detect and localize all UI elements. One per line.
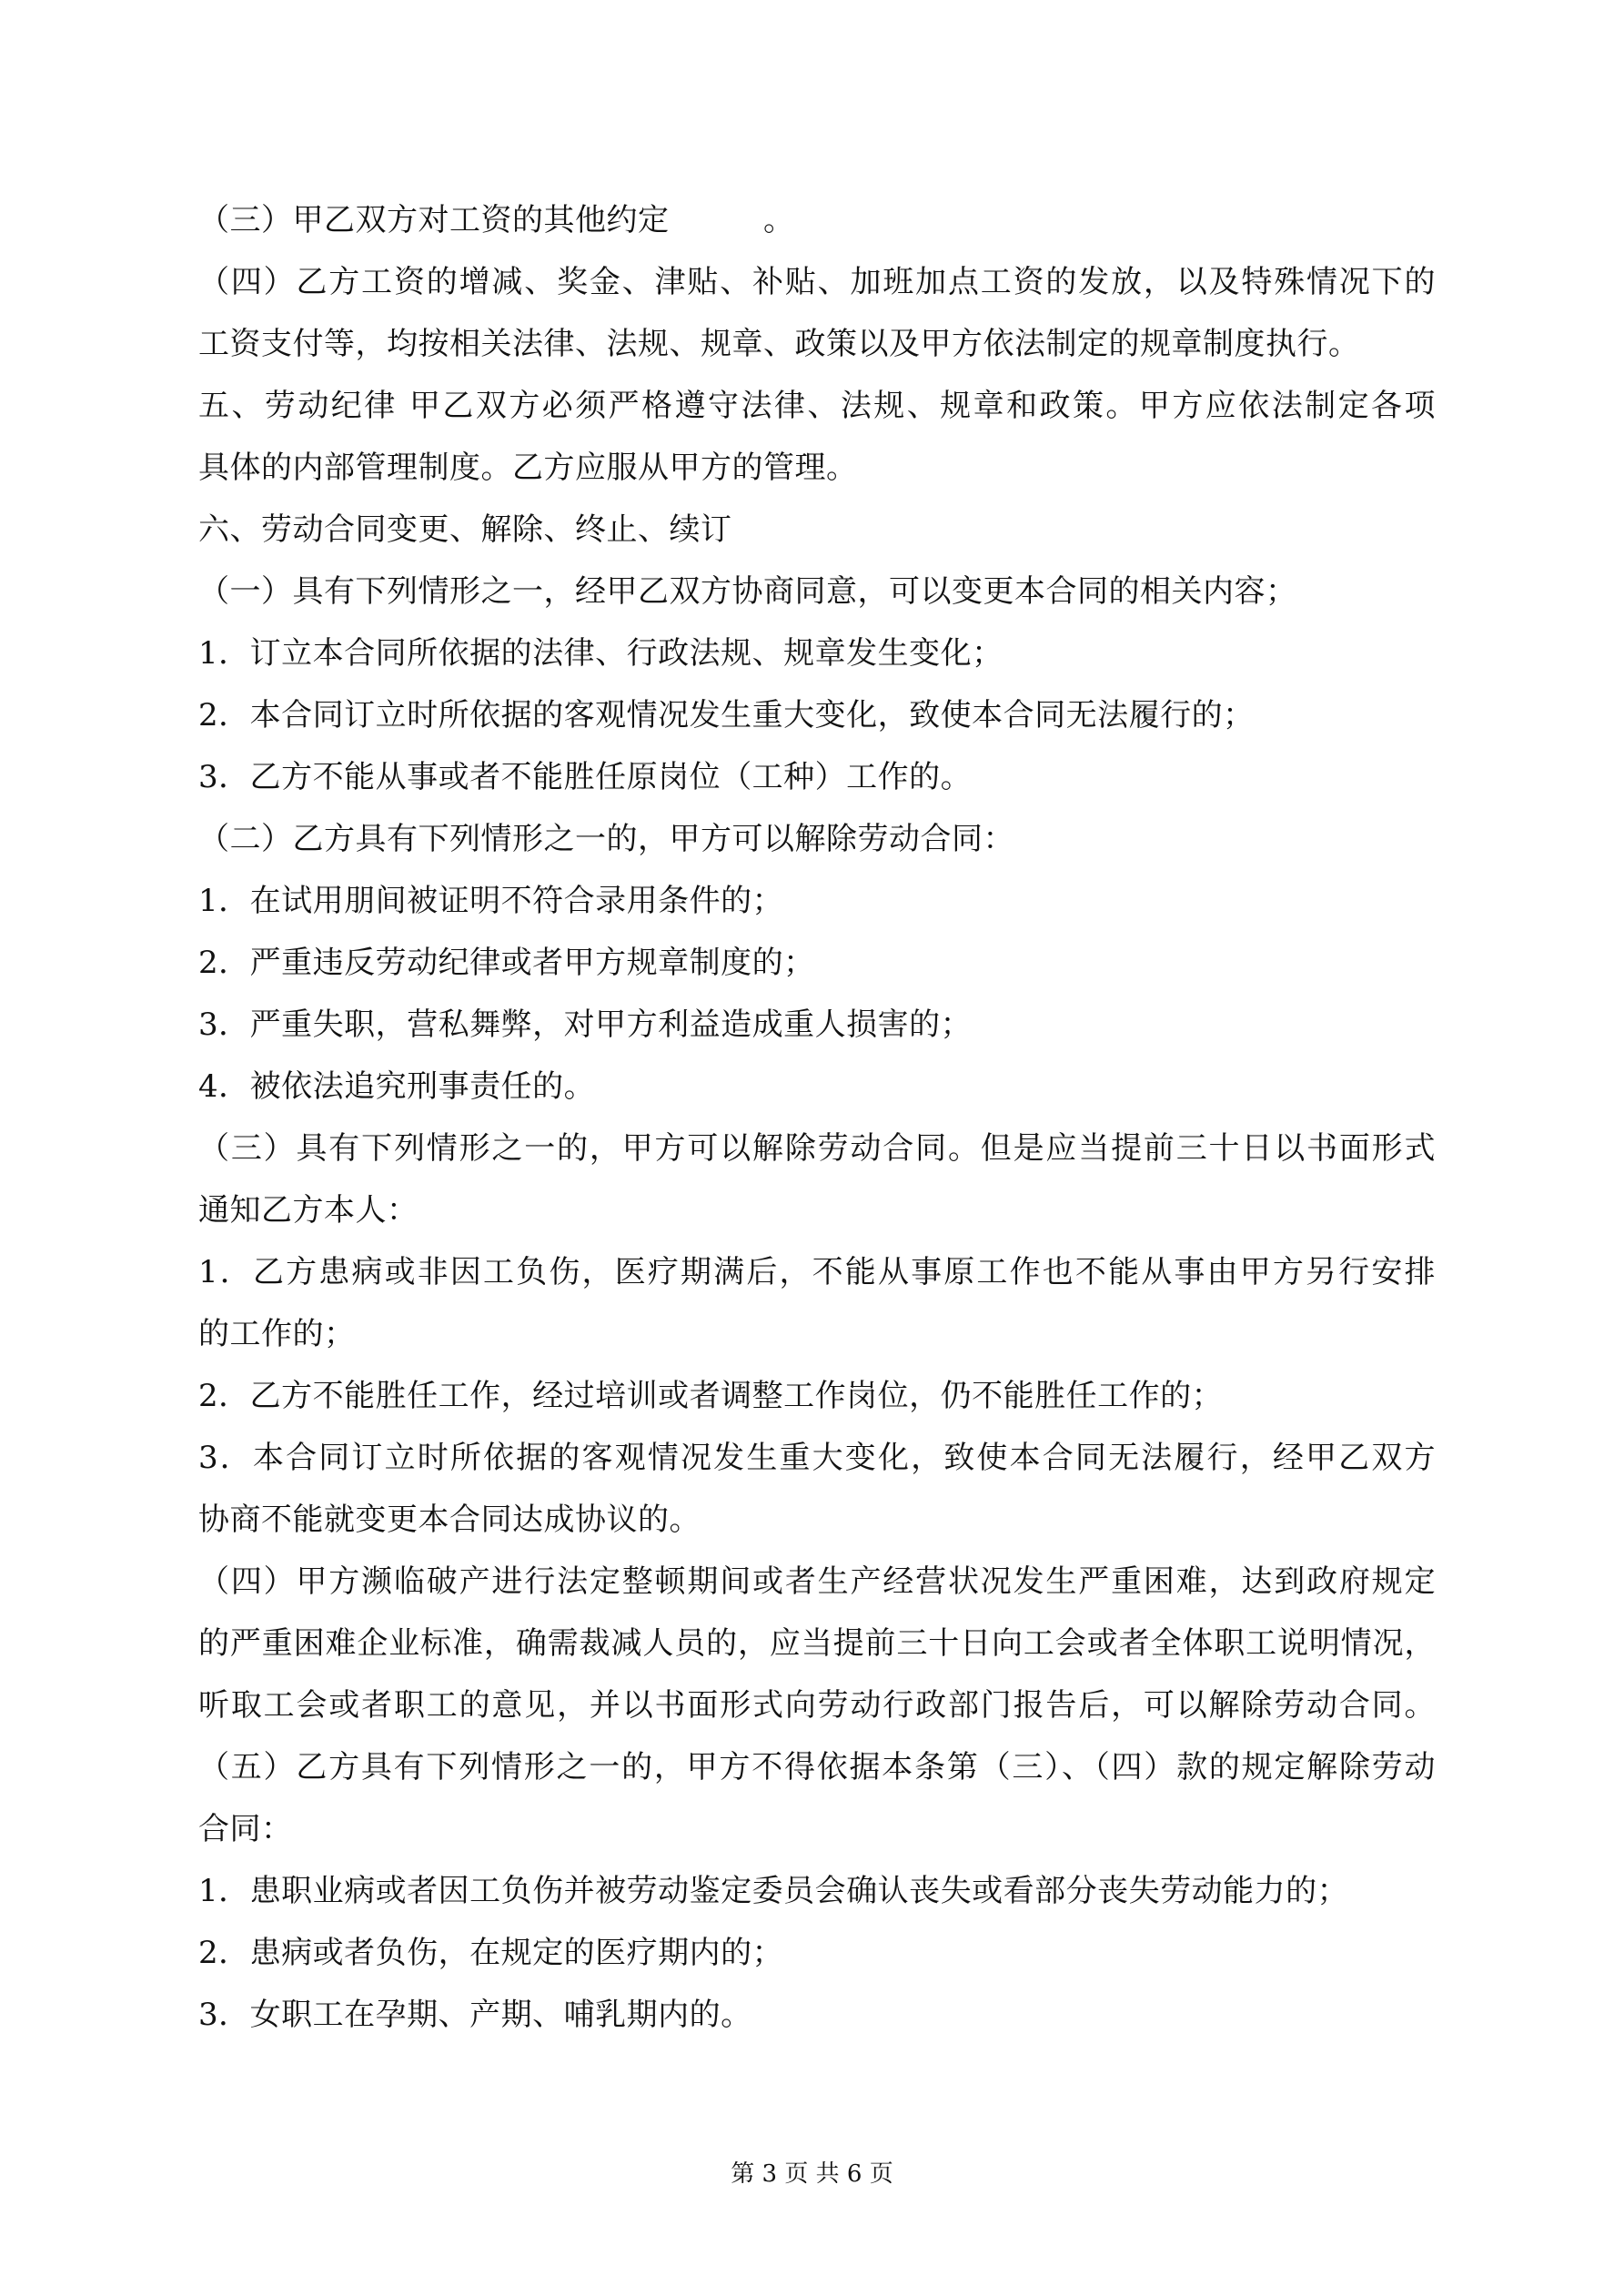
text-line: 3．严重失职，营私舞弊，对甲方利益造成重人损害的； [198, 1006, 973, 1043]
text-line: （三）具有下列情形之一的，甲方可以解除劳动合同。但是应当提前三十日以书面形式 [198, 1130, 1436, 1167]
text-line: （一）具有下列情形之一，经甲乙双方协商同意，可以变更本合同的相关内容； [198, 573, 1297, 610]
text-line: （三）甲乙双方对工资的其他约定 。 [198, 202, 795, 238]
text-line: 2．患病或者负伤，在规定的医疗期内的； [198, 1935, 784, 1971]
text-line: 1．订立本合同所依据的法律、行政法规、规章发生变化； [198, 635, 1004, 672]
text-line: 4．被依法追究刑事责任的。 [198, 1068, 596, 1105]
text-line: 2．本合同订立时所依据的客观情况发生重大变化，致使本合同无法履行的； [198, 697, 1255, 733]
text-line: 听取工会或者职工的意见，并以书面形式向劳动行政部门报告后，可以解除劳动合同。 [198, 1687, 1436, 1724]
text-line: 协商不能就变更本合同达成协议的。 [198, 1502, 701, 1538]
text-line: （五）乙方具有下列情形之一的，甲方不得依据本条第（三）、（四）款的规定解除劳动 [198, 1749, 1436, 1785]
document-body [198, 198, 1436, 2055]
text-line: 3．女职工在孕期、产期、哺乳期内的。 [198, 1997, 752, 2033]
text-line: 2．乙方不能胜任工作，经过培训或者调整工作岗位，仍不能胜任工作的； [198, 1378, 1224, 1414]
text-line: 3．本合同订立时所依据的客观情况发生重大变化，致使本合同无法履行，经甲乙双方 [198, 1440, 1436, 1476]
text-line: （二）乙方具有下列情形之一的，甲方可以解除劳动合同： [198, 821, 1014, 857]
text-line: 2．严重违反劳动纪律或者甲方规章制度的； [198, 945, 815, 981]
text-line: （四）甲方濒临破产进行法定整顿期间或者生产经营状况发生严重困难，达到政府规定 [198, 1563, 1436, 1600]
text-line: 的工作的； [198, 1316, 356, 1352]
text-line: 工资支付等，均按相关法律、法规、规章、政策以及甲方依法制定的规章制度执行。 [198, 326, 1360, 362]
text-line: 3．乙方不能从事或者不能胜任原岗位（工种）工作的。 [198, 759, 973, 795]
text-line: 1．患职业病或者因工负伤并被劳动鉴定委员会确认丧失或看部分丧失劳动能力的； [198, 1873, 1349, 1909]
text-line: （四）乙方工资的增减、奖金、津贴、补贴、加班加点工资的发放，以及特殊情况下的 [198, 264, 1436, 300]
page-number: 第 3 页 共 6 页 [731, 2160, 893, 2188]
text-line: 的严重困难企业标准，确需裁减人员的，应当提前三十日向工会或者全体职工说明情况， [198, 1625, 1436, 1662]
text-line: 具体的内部管理制度。乙方应服从甲方的管理。 [198, 450, 858, 486]
text-line: 合同： [198, 1811, 293, 1847]
text-line: 1．在试用朋间被证明不符合录用条件的； [198, 883, 784, 919]
text-line: 五、劳动纪律 甲乙双方必须严格遵守法律、法规、规章和政策。甲方应依法制定各项 [198, 388, 1436, 424]
text-line: 1．乙方患病或非因工负伤，医疗期满后，不能从事原工作也不能从事由甲方另行安排 [198, 1254, 1436, 1290]
text-line: 通知乙方本人： [198, 1192, 419, 1229]
text-line: 六、劳动合同变更、解除、终止、续订 [198, 511, 732, 548]
